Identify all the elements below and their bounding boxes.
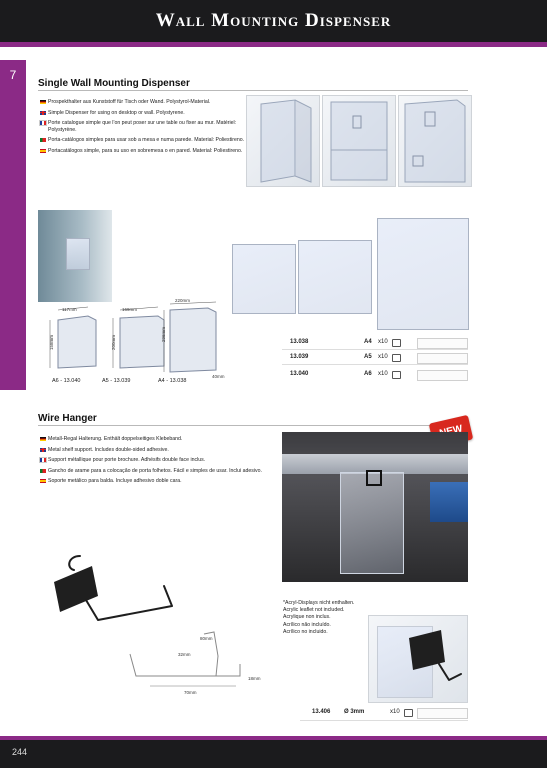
product-photo-3 [398, 95, 472, 187]
table-row [282, 337, 468, 349]
a6-drawing [58, 316, 96, 368]
hanger-closeup-photo [368, 615, 468, 703]
wire-descriptions [40, 436, 280, 489]
acrylic-note: *Acryl-Displays nicht enthalten. Acrylic leaflet not included. Acrylique non inclus. Acrílico não incluído. Acrílico no incluido. [283, 600, 355, 635]
page-title: Wall Mounting Dispenser [155, 10, 392, 31]
a4-height-dim: 296mm [161, 326, 167, 343]
shelf-blue-object [430, 482, 468, 522]
row-size: Ø 3mm [344, 709, 365, 715]
flag-fr-icon [40, 121, 46, 125]
price-box [417, 338, 468, 349]
row-qty: x10 [378, 339, 388, 345]
hanger-arm [86, 586, 172, 620]
table-divider [282, 349, 468, 350]
row-code: 13.406 [312, 709, 331, 715]
desc-pt: Gancho de arame para a colocação de porta folhetos. Fácil e simples de usar. Inclui adesivo. [40, 468, 280, 475]
table-row [282, 352, 468, 364]
row-qty: x10 [390, 709, 400, 715]
a6-height-dim: 158mm [49, 334, 55, 351]
wire-section-rule [38, 425, 468, 426]
desc-de: Metall-Regal Halterung. Enthält doppelseitiges Klebeband. [40, 436, 280, 443]
wire-loop [130, 654, 240, 676]
row-code: 13.038 [290, 339, 309, 345]
row-size: A4 [364, 339, 372, 345]
wire-dim-1: 80mm [200, 636, 213, 641]
product-a6-shot [232, 244, 296, 314]
flag-pt-icon [40, 138, 46, 142]
single-descriptions [40, 99, 245, 159]
dispenser-closeup-3 [399, 96, 471, 186]
price-box [417, 708, 468, 719]
caption-a4: A4 - 13.038 [158, 378, 187, 384]
wire-dim-2: 70mm [184, 690, 197, 695]
box-icon [392, 371, 401, 379]
product-a4-shot [377, 218, 469, 330]
product-photo-2 [322, 95, 396, 187]
row-code: 13.039 [290, 354, 309, 360]
a4-drawing [170, 308, 216, 372]
desc-es: Portacatálogos simple, para su uso en sobremesa o en pared. Material: Poliestireno. [40, 148, 245, 155]
desc-gb: Metal shelf support. Includes double-sided adhesive. [40, 447, 280, 454]
hanger-hook [69, 556, 80, 570]
a4-width-dim: 220mm [175, 298, 191, 303]
page-number: 244 [12, 747, 28, 757]
closeup-hanger [369, 616, 467, 702]
chapter-number: 7 [9, 68, 17, 82]
price-box [417, 370, 468, 381]
depth-dim: 40mm [212, 374, 225, 379]
table-divider [282, 364, 468, 365]
box-icon [392, 354, 401, 362]
page-footer [0, 740, 547, 768]
dispenser-closeup-2 [323, 96, 395, 186]
wire-dim-3: 32mm [178, 652, 191, 657]
table-row [282, 369, 468, 381]
flag-es-icon [40, 149, 46, 153]
row-size: A5 [364, 354, 372, 360]
flag-gb-icon [40, 111, 46, 115]
row-qty: x10 [378, 371, 388, 377]
flag-de-icon [40, 437, 46, 441]
row-code: 13.040 [290, 371, 309, 377]
dispenser-closeup-1 [247, 96, 319, 186]
hanging-dispenser [340, 472, 404, 574]
box-icon [404, 709, 413, 717]
flag-fr-icon [40, 458, 46, 462]
chapter-tab [0, 60, 26, 390]
product-photo-1 [246, 95, 320, 187]
price-box [417, 353, 468, 364]
hanger-plate [54, 566, 98, 612]
hanger-illustration [40, 540, 180, 630]
desc-pt: Porta-catálogos simples para usar sob a mesa e numa parede. Material: Poliestireno. [40, 137, 245, 144]
a5-width-dim: 169mm [122, 307, 138, 312]
product-a5-shot [298, 240, 372, 314]
table-divider [300, 720, 468, 721]
a5-height-dim: 200mm [111, 334, 117, 351]
box-icon [392, 339, 401, 347]
a5-drawing [120, 316, 167, 368]
wall-dispenser [66, 238, 90, 270]
desc-es: Soporte metálico para balda. Incluye adhesivo doble cara. [40, 478, 280, 485]
wall-mounted-photo [38, 210, 112, 302]
row-size: A6 [364, 371, 372, 377]
a6-width-dim: 117mm [62, 307, 77, 312]
desc-gb: Simple Dispenser for using on desktop or wall. Polystyrene. [40, 110, 245, 117]
desc-fr: Support métallique pour porte brochure. Adhésifs double face inclus. [40, 457, 280, 464]
flag-es-icon [40, 479, 46, 483]
wire-dim-4: 18mm [248, 676, 261, 681]
header-stripe [0, 42, 547, 47]
wire-section-title: Wire Hanger [38, 413, 97, 424]
desc-de: Prospekthalter aus Kunststoff für Tisch oder Wand. Polystyrol-Material. [40, 99, 245, 106]
flag-pt-icon [40, 469, 46, 473]
single-section-title: Single Wall Mounting Dispenser [38, 78, 190, 89]
flag-gb-icon [40, 448, 46, 452]
desc-fr: Porte catalogue simple que l'on peut poser sur une table ou fixer au mur. Matériel: Polystyrène. [40, 120, 245, 133]
flag-de-icon [40, 100, 46, 104]
caption-a6: A6 - 13.040 [52, 378, 81, 384]
row-qty: x10 [378, 354, 388, 360]
single-section-rule [38, 90, 468, 91]
shelf-photo [282, 432, 468, 582]
table-row [300, 707, 468, 719]
caption-a5: A5 - 13.039 [102, 378, 131, 384]
hanger-clip [366, 470, 382, 486]
